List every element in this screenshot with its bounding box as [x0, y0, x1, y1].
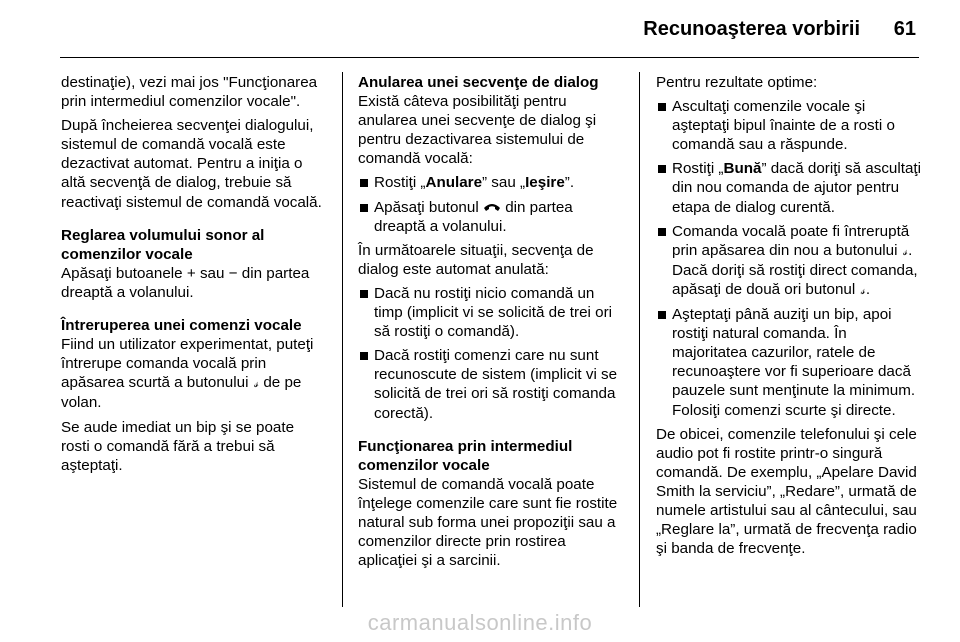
voice-button-icon: 𝓈: [860, 282, 865, 297]
list-item: Ascultaţi comenzile vocale şi aşteptaţi bipul înainte de a rosti o comandă sau a răspunde.: [656, 97, 921, 154]
paragraph: În următoarele situaţii, secvenţa de dialog este automat anulată:: [358, 241, 594, 278]
paragraph: De obicei, comenzile telefonului şi cele audio pot fi rostite printr-o singură comandă. De exemplu, „Apelare David Smith la serviciu”, „Redare”, urmată de numele artistului sau al cântecului, sau „Reglare la”, urmată de frecvenţa radio şi banda de frecvenţe.: [656, 425, 917, 558]
section-heading-function: Funcţionarea prin intermediul comenzilor vocale: [358, 437, 573, 474]
column-divider-left: [342, 72, 343, 607]
list-item: Dacă nu rostiţi nicio comandă un timp (implicit vi se solicită de trei ori să rostiţi o comandă).: [358, 284, 624, 341]
plus-icon: +: [186, 264, 196, 282]
paragraph: Există câteva posibilităţi pentru anularea unei secvenţe de dialog şi pentru dezactivarea sistemului de comandă vocală:: [358, 93, 597, 168]
text-column-2: [358, 73, 624, 575]
hang-up-icon: [483, 199, 505, 216]
section-heading-volume: Reglarea volumului sonor al comenzilor vocale: [61, 226, 265, 263]
minus-icon: −: [228, 264, 238, 282]
cancel-list: [358, 173, 624, 235]
paragraph-interrupt: Fiind un utilizator experimentat, puteţi întrerupe comanda vocală prin apăsarea scurtă a butonului 𝓈 de pe volan.: [61, 336, 314, 412]
running-header-title: Recunoaşterea vorbirii: [643, 18, 860, 40]
list-item: Apăsaţi butonul din partea dreaptă a volanului.: [358, 198, 624, 236]
voice-button-icon: 𝓈: [902, 243, 908, 258]
paragraph: Se aude imediat un bip şi se poate rosti o comandă fără a trebui să aşteptaţi.: [61, 418, 295, 474]
voice-button-icon: 𝓈: [253, 376, 259, 391]
paragraph: După încheierea secvenţei dialogului, sistemul de comandă vocală este dezactivat automat. Pentru a iniţia o altă secvenţă de dialog, trebuie să reactivaţi sistemul de comandă vocală.: [61, 117, 322, 211]
section-heading-interrupt: Întreruperea unei comenzi vocale: [61, 317, 302, 335]
paragraph-volume: Apăsaţi butoanele + sau − din partea dreaptă a volanului.: [61, 264, 310, 301]
list-item: Dacă rostiţi comenzi care nu sunt recunoscute de sistem (implicit vi se solicită de trei ori să rostiţi comanda corectă).: [358, 346, 624, 422]
paragraph: destinaţie), vezi mai jos "Funcţionarea prin intermediul comenzilor vocale".: [61, 74, 318, 111]
header-rule: [60, 57, 919, 58]
paragraph: Sistemul de comandă vocală poate înţelege comenzile care sunt fie rostite natural sub forma unei propoziţii sau a comenzilor directe prin rostirea aplicaţiei şi a sarcinii.: [358, 475, 618, 570]
column-divider-right: [639, 72, 640, 607]
text-column-1: [61, 73, 326, 480]
watermark: carmanualsonline.info: [367, 610, 593, 635]
text-column-3: [656, 73, 921, 563]
list-item: Rostiţi „Anulare” sau „Ieşire”.: [358, 173, 624, 192]
list-item: Aşteptaţi până auziţi un bip, apoi rostiţi natural comanda. În majoritatea cazurilor, ratele de recunoaştere vor fi superioare dacă pauzele sunt menţinute la minimum. Folosiţi comenzi scurte şi directe.: [656, 305, 921, 420]
auto-cancel-list: [358, 284, 624, 423]
page-number: 61: [893, 18, 916, 40]
paragraph: Pentru rezultate optime:: [656, 74, 818, 91]
section-heading-cancel: Anularea unei secvenţe de dialog: [358, 74, 599, 91]
list-item: Comanda vocală poate fi întreruptă prin apăsarea din nou a butonului 𝓈. Dacă doriţi să rostiţi direct comanda, apăsaţi de două ori butonul 𝓈.: [656, 222, 921, 300]
list-item: Rostiţi „Bună” dacă doriţi să ascultaţi din nou comanda de ajutor pentru etapa de dialog curentă.: [656, 159, 921, 216]
tips-list: [656, 97, 921, 420]
